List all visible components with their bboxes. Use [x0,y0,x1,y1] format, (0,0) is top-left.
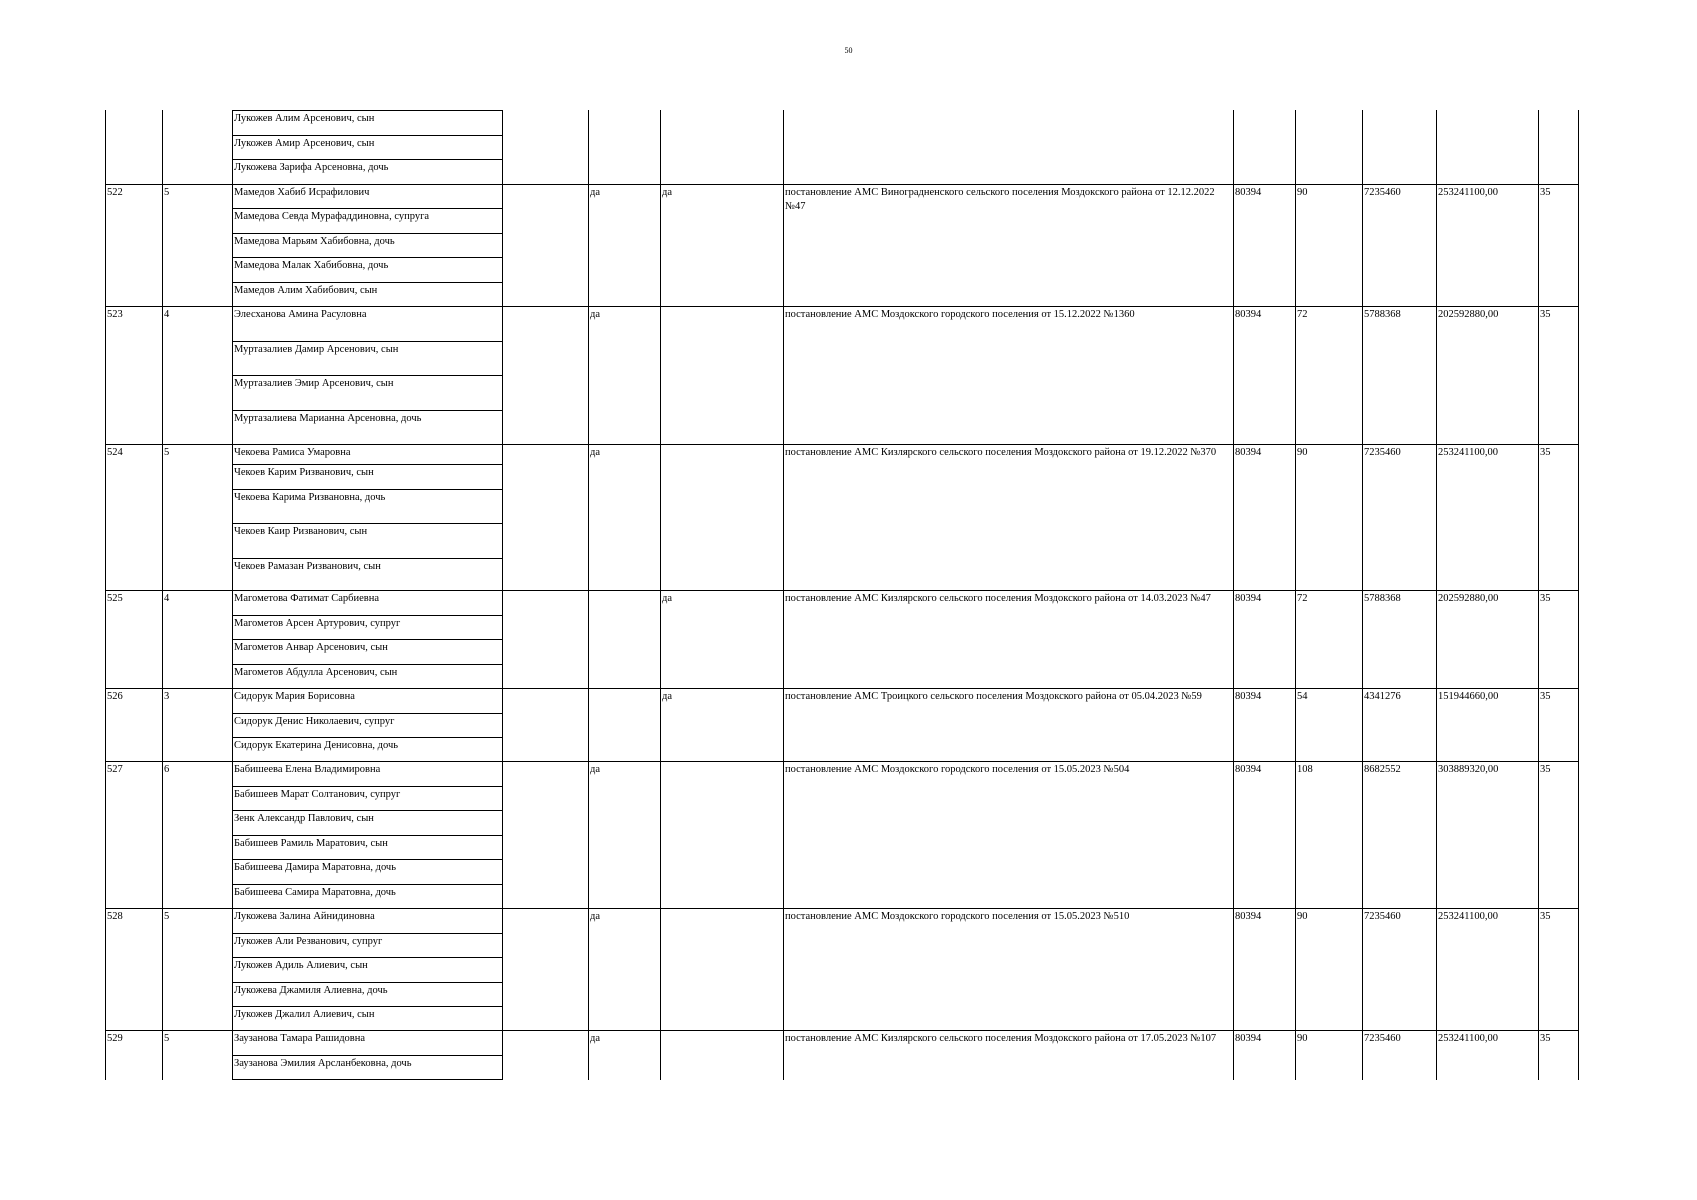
column-border [783,110,784,1080]
cell-n1: 80394 [1235,691,1262,702]
cell-last: 35 [1540,1033,1551,1044]
member-divider [232,159,502,160]
cell-n1: 80394 [1235,911,1262,922]
member-divider [232,282,502,283]
table-row-border [105,688,1578,689]
cell-col-a: да [590,186,601,198]
member-name: Сидорук Екатерина Денисовна, дочь [234,740,399,751]
column-border [162,110,163,1080]
cell-amount1: 4341276 [1364,691,1401,702]
member-name: Магометов Абдулла Арсенович, сын [234,666,398,678]
member-name: Мамедова Малак Хабибовна, дочь [234,260,389,271]
cell-last: 35 [1540,309,1551,320]
member-name: Бабишеев Марат Солтанович, супруг [234,788,401,800]
page-number: 50 [844,46,853,55]
cell-amount2: 253241100,00 [1438,186,1498,198]
column-border [660,110,661,1080]
cell-col-a: да [590,911,601,922]
member-divider [232,558,502,559]
member-name: Чекоева Карима Ризвановна, дочь [234,491,386,503]
member-name: Магометов Анвар Арсенович, сын [234,642,388,653]
cell-decree: постановление АМС Виноградненского сельского поселения Моздокского района от 12.12.2022 №47 [785,186,1215,212]
column-border [588,110,589,1080]
cell-last: 35 [1540,764,1551,775]
cell-col-b: да [662,691,673,702]
member-name: Бабишеев Рамиль Маратович, сын [234,837,388,849]
cell-n1: 80394 [1235,186,1262,198]
member-divider [232,489,502,490]
member-name: Муртазалиев Дамир Арсенович, сын [234,343,399,355]
member-name: Чекоев Карим Ризванович, сын [234,467,374,478]
column-border [1295,110,1296,1080]
member-divider [232,786,502,787]
member-name: Муртазалиев Эмир Арсенович, сын [234,378,394,389]
cell-num: 529 [107,1033,123,1044]
member-divider [232,110,502,111]
member-name: Элесханова Амина Расуловна [234,309,367,320]
member-name: Бабишеева Дамира Маратовна, дочь [234,862,396,873]
cell-decree: постановление АМС Моздокского городского поселения от 15.05.2023 №504 [785,764,1130,775]
cell-col-a: да [590,447,601,458]
cell-last: 35 [1540,593,1551,604]
cell-amount1: 8682552 [1364,764,1401,775]
cell-num: 528 [107,911,123,922]
member-name: Лукожев Амир Арсенович, сын [234,137,375,149]
member-divider [232,1055,502,1056]
cell-amount1: 7235460 [1364,1033,1401,1044]
member-name: Заузанова Эмилия Арсланбековна, дочь [234,1057,412,1069]
member-divider [232,257,502,258]
member-name: Лукожев Алим Арсенович, сын [234,113,375,124]
cell-num: 526 [107,691,123,702]
member-divider [232,713,502,714]
cell-num: 524 [107,447,123,458]
member-name: Чекоев Каир Ризванович, сын [234,526,368,537]
cell-last: 35 [1540,447,1551,458]
table-row-border [105,306,1578,307]
cell-num: 527 [107,764,123,775]
cell-area: 90 [1297,911,1308,922]
member-name: Муртазалиева Марианна Арсеновна, дочь [234,412,422,424]
cell-family-size: 4 [164,593,170,604]
member-name: Мамедова Севда Мурафаддиновна, супруга [234,211,430,222]
cell-decree: постановление АМС Троицкого сельского поселения Моздокского района от 05.04.2023 №59 [785,691,1202,702]
member-name: Лукожев Али Резванович, супруг [234,935,383,947]
cell-decree: постановление АМС Кизлярского сельского поселения Моздокского района от 19.12.2022 №370 [785,447,1217,458]
cell-last: 35 [1540,691,1551,702]
cell-decree: постановление АМС Кизлярского сельского поселения Моздокского района от 14.03.2023 №47 [785,593,1211,604]
member-divider [232,341,502,342]
cell-num: 523 [107,309,123,320]
table-row-border [105,184,1578,185]
member-divider [232,1079,502,1080]
member-divider [232,957,502,958]
table-row-border [105,1030,1578,1031]
member-name: Лукожева Залина Айнидиновна [234,911,375,922]
member-divider [232,810,502,811]
member-divider [232,208,502,209]
member-name: Мамедов Алим Хабибович, сын [234,284,378,296]
member-name: Лукожев Джалил Алиевич, сын [234,1009,375,1020]
member-divider [232,737,502,738]
member-name: Лукожева Зарифа Арсеновна, дочь [234,162,389,173]
member-divider [232,933,502,934]
column-border [1233,110,1234,1080]
cell-family-size: 5 [164,1033,170,1044]
member-name: Сидорук Мария Борисовна [234,691,355,702]
cell-amount1: 7235460 [1364,447,1401,458]
cell-amount2: 253241100,00 [1438,1033,1498,1044]
member-name: Магометова Фатимат Сарбиевна [234,593,380,604]
cell-num: 522 [107,186,123,198]
member-divider [232,664,502,665]
cell-family-size: 5 [164,447,170,458]
cell-decree: постановление АМС Кизлярского сельского поселения Моздокского района от 17.05.2023 №107 [785,1033,1217,1044]
cell-n1: 80394 [1235,593,1262,604]
cell-amount1: 7235460 [1364,911,1401,922]
cell-amount1: 7235460 [1364,186,1401,198]
member-divider [232,375,502,376]
cell-decree: постановление АМС Моздокского городского поселения от 15.12.2022 №1360 [785,309,1135,320]
cell-col-a: да [590,1033,601,1044]
member-name: Бабишеева Елена Владимировна [234,764,381,775]
cell-col-a: да [590,309,601,320]
member-divider [232,835,502,836]
member-divider [232,464,502,465]
cell-n1: 80394 [1235,447,1262,458]
cell-family-size: 4 [164,309,170,320]
cell-area: 90 [1297,186,1308,198]
cell-amount2: 253241100,00 [1438,911,1498,922]
cell-area: 72 [1297,309,1308,320]
cell-area: 108 [1297,764,1313,775]
member-name: Сидорук Денис Николаевич, супруг [234,715,395,727]
cell-family-size: 5 [164,911,170,922]
cell-col-b: да [662,186,673,198]
member-name: Лукожев Адиль Алиевич, сын [234,960,368,971]
cell-area: 72 [1297,593,1308,604]
member-name: Лукожева Джамиля Алиевна, дочь [234,984,388,996]
column-border [1362,110,1363,1080]
cell-amount1: 5788368 [1364,309,1401,320]
cell-last: 35 [1540,911,1551,922]
table-row-border [105,908,1578,909]
cell-amount2: 151944660,00 [1438,691,1499,702]
member-name: Чекоева Рамиса Умаровна [234,447,351,458]
cell-amount2: 303889320,00 [1438,764,1499,775]
cell-area: 90 [1297,1033,1308,1044]
cell-n1: 80394 [1235,309,1262,320]
cell-amount2: 202592880,00 [1438,593,1499,604]
cell-num: 525 [107,593,123,604]
member-name: Чекоев Рамазан Ризванович, сын [234,560,381,572]
member-divider [232,859,502,860]
column-border [502,110,503,1080]
cell-family-size: 6 [164,764,170,775]
cell-n1: 80394 [1235,764,1262,775]
column-border [1436,110,1437,1080]
member-divider [232,615,502,616]
cell-amount2: 202592880,00 [1438,309,1499,320]
cell-area: 90 [1297,447,1308,458]
cell-area: 54 [1297,691,1308,702]
column-border [105,110,106,1080]
member-name: Магометов Арсен Артурович, супруг [234,617,401,629]
column-border [1578,110,1579,1080]
member-divider [232,639,502,640]
table-row-border [105,444,1578,445]
member-divider [232,884,502,885]
column-border [1538,110,1539,1080]
cell-family-size: 3 [164,691,170,702]
member-name: Мамедова Марьям Хабибовна, дочь [234,235,395,247]
cell-last: 35 [1540,186,1551,198]
member-name: Бабишеева Самира Маратовна, дочь [234,886,396,898]
cell-decree: постановление АМС Моздокского городского поселения от 15.05.2023 №510 [785,911,1130,922]
member-divider [232,233,502,234]
member-divider [232,523,502,524]
member-divider [232,135,502,136]
member-divider [232,1006,502,1007]
table-row-border [105,590,1578,591]
cell-family-size: 5 [164,186,170,198]
member-name: Зенк Александр Павлович, сын [234,813,374,824]
cell-n1: 80394 [1235,1033,1262,1044]
table-row-border [105,761,1578,762]
cell-amount2: 253241100,00 [1438,447,1498,458]
member-divider [232,410,502,411]
member-name: Мамедов Хабиб Исрафилович [234,186,370,198]
cell-amount1: 5788368 [1364,593,1401,604]
member-name: Заузанова Тамара Рашидовна [234,1033,366,1044]
column-border [232,110,233,1080]
member-divider [232,982,502,983]
cell-col-a: да [590,764,601,775]
cell-col-b: да [662,593,673,604]
